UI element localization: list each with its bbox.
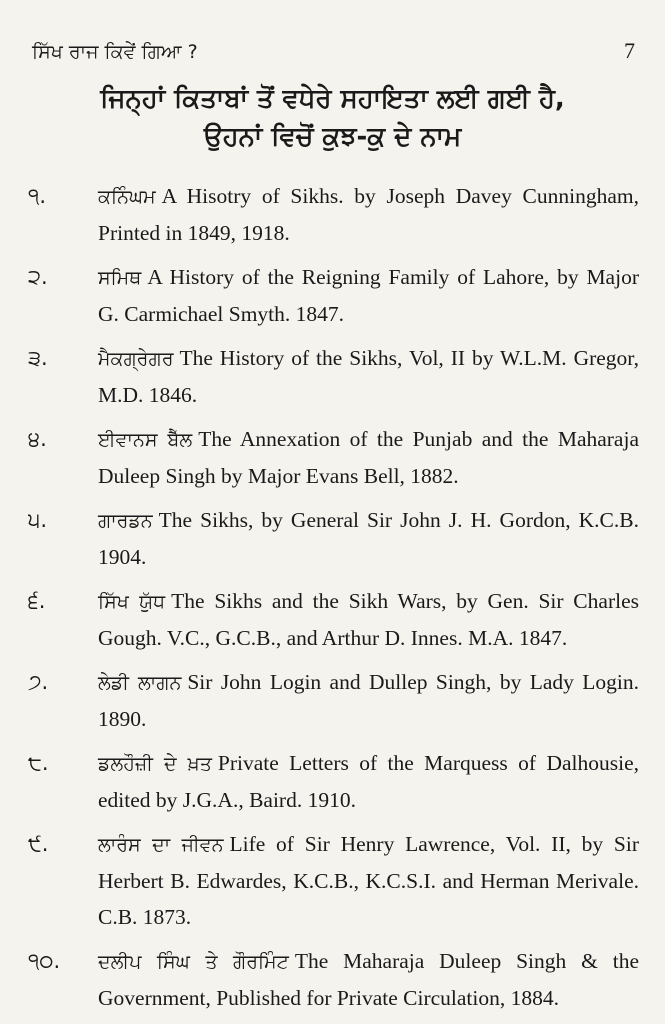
reference-punjabi-label: ਈਵਾਨਸ ਬੈੱਲ	[98, 429, 193, 451]
reference-item-2	[28, 259, 639, 332]
reference-punjabi-label: ਸਿੱਖ ਯੁੱਧ	[98, 591, 166, 613]
reference-item-6	[28, 583, 639, 656]
reference-punjabi-label: ਮੈਕਗ੍ਰੇਗਰ	[98, 348, 174, 370]
reference-item-3	[28, 340, 639, 413]
reference-list	[28, 178, 639, 1024]
running-title: ਸਿੱਖ ਰਾਜ ਕਿਵੇਂ ਗਿਆ ?	[32, 41, 198, 63]
reference-body	[98, 745, 639, 818]
reference-item-8	[28, 745, 639, 818]
reference-body	[98, 943, 639, 1016]
reference-punjabi-label: ਗਾਰਡਨ	[98, 510, 153, 532]
reference-text: The Annexation of the Punjab and the Maharaja Duleep Singh by Major Evans Bell, 1882.	[98, 427, 639, 488]
reference-number: ੮.	[28, 751, 49, 775]
heading-line-1: ਜਿਨ੍ਹਾਂ ਕਿਤਾਬਾਂ ਤੋਂ ਵਧੇਰੇ ਸਹਾਇਤਾ ਲਈ ਗਈ ਹੈ,	[100, 84, 565, 114]
running-head	[32, 38, 635, 64]
reference-body	[98, 421, 639, 494]
reference-body	[98, 502, 639, 575]
reference-body	[98, 259, 639, 332]
reference-number: ੨.	[28, 265, 48, 289]
reference-punjabi-label: ਦਲੀਪ ਸਿੰਘ ਤੇ ਗੌਰਮਿੰਟ	[98, 951, 289, 973]
reference-body	[98, 178, 639, 251]
reference-number: ੯.	[28, 832, 49, 856]
reference-text: The History of the Sikhs, Vol, II by W.L.M. Gregor, M.D. 1846.	[98, 346, 639, 407]
reference-number: ੭.	[28, 670, 49, 694]
reference-punjabi-label: ਸਮਿਥ	[98, 267, 142, 289]
reference-number: ੪.	[28, 427, 47, 451]
reference-body	[98, 664, 639, 737]
reference-item-4	[28, 421, 639, 494]
reference-punjabi-label: ਡਲਹੌਜ਼ੀ ਦੇ ਖ਼ਤ	[98, 753, 212, 775]
page-number: 7	[624, 38, 635, 63]
section-heading	[30, 80, 635, 156]
reference-text: The Sikhs, by General Sir John J. H. Gordon, K.C.B. 1904.	[98, 508, 639, 569]
reference-text: The Maharaja Duleep Singh & the Government, Published for Private Circulation, 1884.	[98, 949, 639, 1010]
reference-number: ੧੦.	[28, 949, 61, 973]
reference-item-9	[28, 826, 639, 935]
reference-punjabi-label: ਲੇਡੀ ਲਾਗਨ	[98, 672, 182, 694]
reference-punjabi-label: ਕਨਿੰਘਮ	[98, 186, 156, 208]
reference-item-7	[28, 664, 639, 737]
reference-body	[98, 340, 639, 413]
reference-body	[98, 583, 639, 656]
reference-text: The Sikhs and the Sikh Wars, by Gen. Sir Charles Gough. V.C., G.C.B., and Arthur D. Innes. M.A. 1847.	[98, 589, 639, 650]
reference-item-1	[28, 178, 639, 251]
reference-text: Life of Sir Henry Lawrence, Vol. II, by Sir Herbert B. Edwardes, K.C.B., K.C.S.I. and Herman Merivale. C.B. 1873.	[98, 832, 639, 929]
reference-number: ੧.	[28, 184, 47, 208]
reference-body	[98, 826, 639, 935]
reference-number: ੫.	[28, 508, 48, 532]
reference-item-5	[28, 502, 639, 575]
reference-punjabi-label: ਲਾਰੰਸ ਦਾ ਜੀਵਨ	[98, 834, 224, 856]
reference-text: Sir John Login and Dullep Singh, by Lady Login. 1890.	[98, 670, 639, 731]
heading-line-2: ਉਹਨਾਂ ਵਿਚੋਂ ਕੁਝ-ਕੁ ਦੇ ਨਾਮ	[203, 122, 462, 152]
reference-number: ੩.	[28, 346, 48, 370]
reference-number: ੬.	[28, 589, 46, 613]
reference-text: A History of the Reigning Family of Lahore, by Major G. Carmichael Smyth. 1847.	[98, 265, 639, 326]
reference-text: Private Letters of the Marquess of Dalhousie, edited by J.G.A., Baird. 1910.	[98, 751, 639, 812]
reference-text: A Hisotry of Sikhs. by Joseph Davey Cunningham, Printed in 1849, 1918.	[98, 184, 639, 245]
reference-item-10	[28, 943, 639, 1016]
